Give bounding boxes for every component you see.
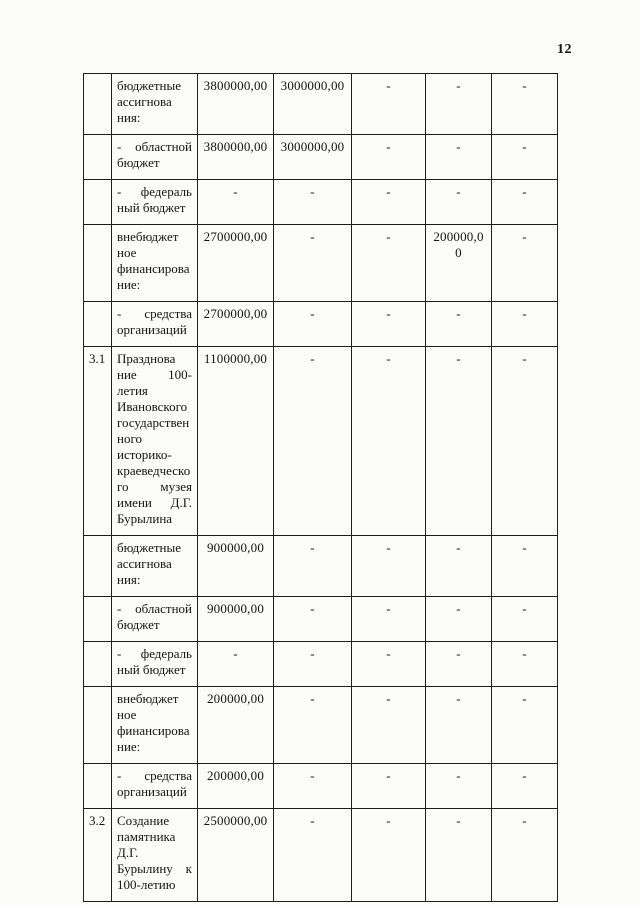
value-cell: - xyxy=(352,135,426,180)
value-cell: - xyxy=(352,536,426,597)
table-row xyxy=(84,180,558,225)
description-cell: - областной бюджет xyxy=(112,135,198,180)
description-cell: Создание памятника Д.Г. Бурылину к 100-летию xyxy=(112,809,198,902)
value-cell: - xyxy=(274,809,352,902)
value-cell: - xyxy=(492,597,558,642)
row-number-cell xyxy=(84,642,112,687)
value-cell: - xyxy=(492,809,558,902)
value-cell: - xyxy=(492,536,558,597)
value-cell: - xyxy=(492,135,558,180)
row-number-cell xyxy=(84,180,112,225)
description-cell: бюджетные ассигнова ния: xyxy=(112,536,198,597)
value-cell: - xyxy=(426,809,492,902)
row-number-cell xyxy=(84,536,112,597)
value-cell: 3800000,00 xyxy=(198,135,274,180)
description-cell: бюджетные ассигнова ния: xyxy=(112,74,198,135)
row-number-cell: 3.2 xyxy=(84,809,112,902)
value-cell: - xyxy=(274,764,352,809)
table-row xyxy=(84,302,558,347)
row-number-cell xyxy=(84,687,112,764)
description-cell: - средства организаций xyxy=(112,302,198,347)
row-number-cell xyxy=(84,74,112,135)
value-cell: 200000,00 xyxy=(426,225,492,302)
value-cell: - xyxy=(426,302,492,347)
row-number-cell xyxy=(84,302,112,347)
value-cell: 900000,00 xyxy=(198,597,274,642)
value-cell: 3800000,00 xyxy=(198,74,274,135)
page-number: 12 xyxy=(557,42,572,57)
value-cell: - xyxy=(426,536,492,597)
value-cell: - xyxy=(492,302,558,347)
value-cell: - xyxy=(352,225,426,302)
description-cell: Празднова ние 100-летия Ивановского государствен ного историко-краеведческо го музея имени Д.Г. Бурылина xyxy=(112,347,198,536)
value-cell: - xyxy=(492,225,558,302)
table-row xyxy=(84,74,558,135)
value-cell: - xyxy=(274,180,352,225)
value-cell: - xyxy=(426,642,492,687)
description-cell: - областной бюджет xyxy=(112,597,198,642)
value-cell: - xyxy=(274,225,352,302)
table-row xyxy=(84,809,558,902)
value-cell: - xyxy=(274,597,352,642)
value-cell: - xyxy=(352,642,426,687)
value-cell: - xyxy=(352,809,426,902)
value-cell: 900000,00 xyxy=(198,536,274,597)
value-cell: - xyxy=(492,687,558,764)
value-cell: - xyxy=(198,642,274,687)
description-cell: внебюджет ное финансирова ние: xyxy=(112,225,198,302)
value-cell: 2500000,00 xyxy=(198,809,274,902)
table-body xyxy=(84,74,558,902)
value-cell: - xyxy=(274,302,352,347)
value-cell: - xyxy=(492,764,558,809)
row-number-cell xyxy=(84,597,112,642)
value-cell: - xyxy=(274,536,352,597)
value-cell: - xyxy=(426,597,492,642)
value-cell: - xyxy=(352,302,426,347)
value-cell: - xyxy=(274,687,352,764)
value-cell: - xyxy=(492,180,558,225)
value-cell: - xyxy=(352,597,426,642)
table-row xyxy=(84,135,558,180)
value-cell: - xyxy=(274,642,352,687)
table-row xyxy=(84,347,558,536)
budget-table xyxy=(83,73,558,902)
row-number-cell: 3.1 xyxy=(84,347,112,536)
table-row xyxy=(84,597,558,642)
table-row xyxy=(84,225,558,302)
description-cell: - средства организаций xyxy=(112,764,198,809)
value-cell: - xyxy=(492,74,558,135)
row-number-cell xyxy=(84,135,112,180)
value-cell: 200000,00 xyxy=(198,687,274,764)
table-row xyxy=(84,536,558,597)
value-cell: - xyxy=(426,687,492,764)
value-cell: 3000000,00 xyxy=(274,74,352,135)
row-number-cell xyxy=(84,764,112,809)
value-cell: - xyxy=(352,74,426,135)
value-cell: - xyxy=(352,347,426,536)
table-row xyxy=(84,764,558,809)
value-cell: - xyxy=(352,180,426,225)
value-cell: 2700000,00 xyxy=(198,302,274,347)
table-row xyxy=(84,687,558,764)
description-cell: внебюджет ное финансирова ние: xyxy=(112,687,198,764)
value-cell: - xyxy=(274,347,352,536)
description-cell: - федераль ный бюджет xyxy=(112,642,198,687)
row-number-cell xyxy=(84,225,112,302)
value-cell: - xyxy=(492,642,558,687)
value-cell: 3000000,00 xyxy=(274,135,352,180)
value-cell: - xyxy=(426,135,492,180)
table-row xyxy=(84,642,558,687)
value-cell: - xyxy=(426,347,492,536)
value-cell: - xyxy=(426,74,492,135)
value-cell: 200000,00 xyxy=(198,764,274,809)
value-cell: - xyxy=(352,687,426,764)
value-cell: - xyxy=(426,180,492,225)
value-cell: - xyxy=(492,347,558,536)
value-cell: 2700000,00 xyxy=(198,225,274,302)
value-cell: - xyxy=(198,180,274,225)
value-cell: - xyxy=(426,764,492,809)
value-cell: - xyxy=(352,764,426,809)
description-cell: - федераль ный бюджет xyxy=(112,180,198,225)
value-cell: 1100000,00 xyxy=(198,347,274,536)
